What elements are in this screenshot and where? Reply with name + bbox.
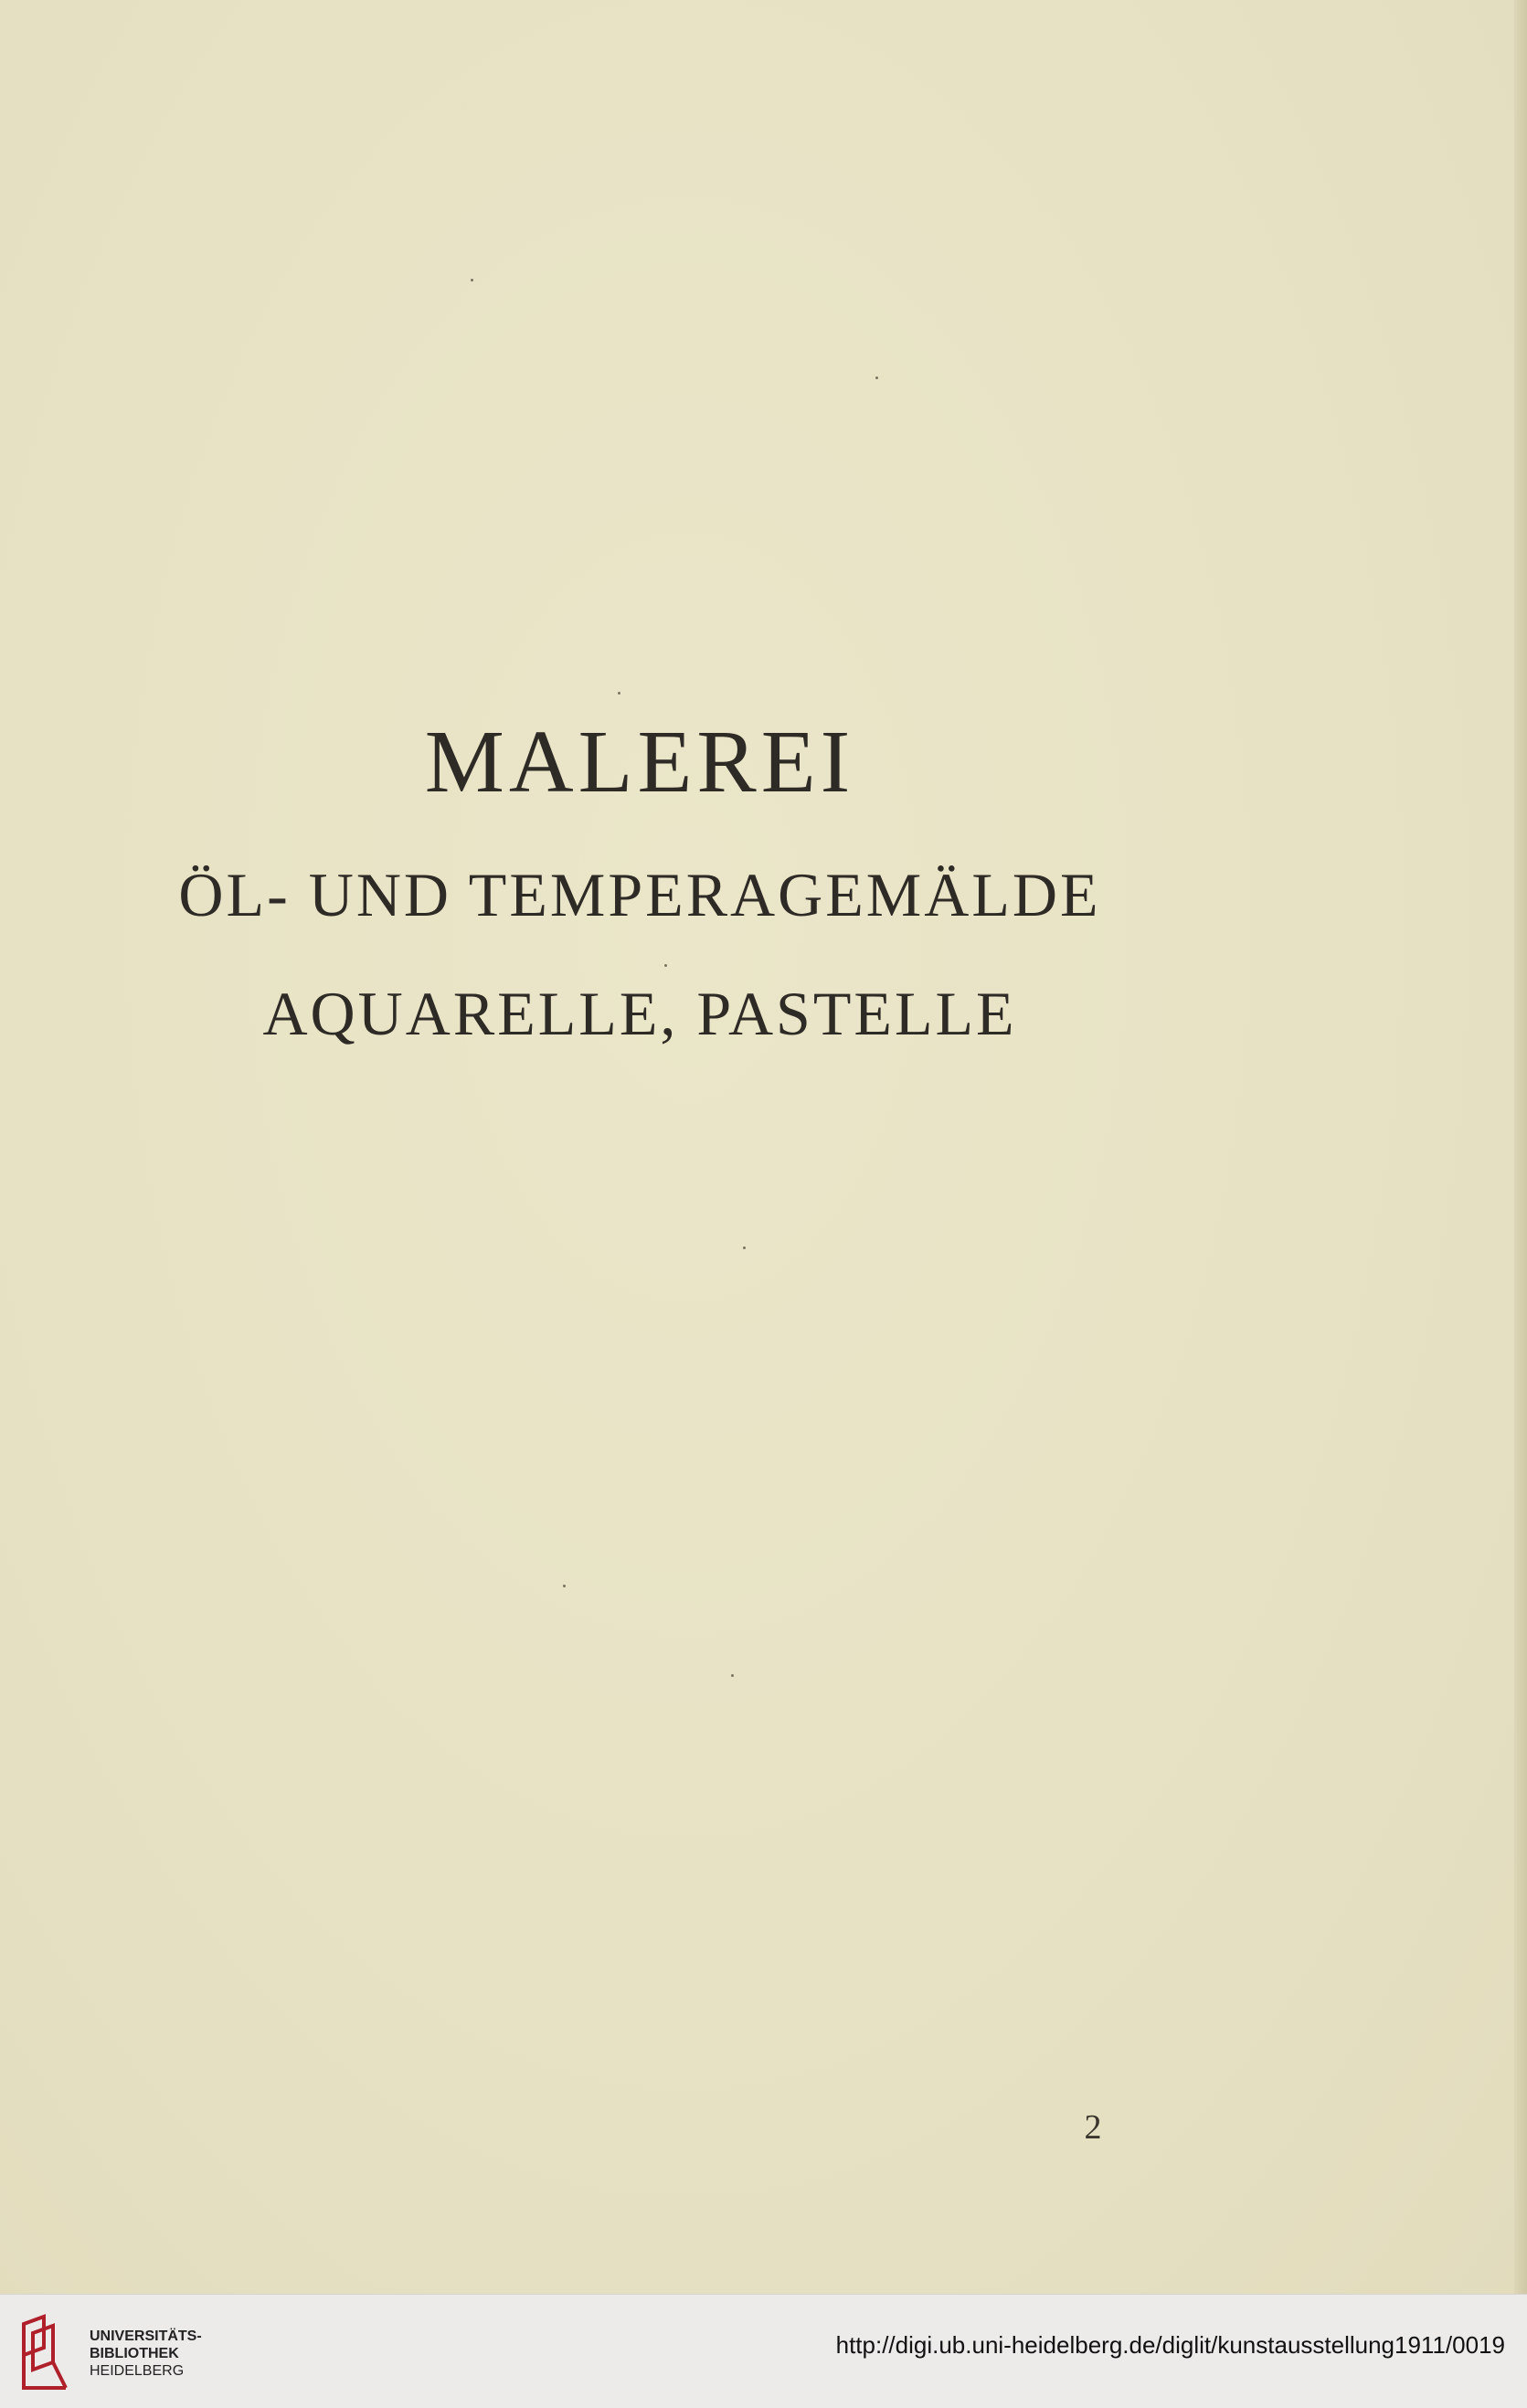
subtitle-line-2: AQUARELLE, PASTELLE: [262, 979, 1017, 1048]
paper-speck: [471, 279, 473, 281]
heidelberg-library-logo-icon: [16, 2311, 77, 2393]
library-footer: [0, 2294, 1527, 2408]
subtitle-line-1: ÖL- UND TEMPERAGEMÄLDE: [178, 860, 1101, 929]
paper-speck: [875, 377, 878, 379]
page-title: MALEREI: [424, 713, 855, 812]
paper-speck: [664, 964, 667, 967]
paper-speck: [731, 1674, 734, 1677]
page-edge: [1514, 0, 1527, 2294]
library-name-line-1: UNIVERSITÄTS-: [90, 2328, 202, 2344]
library-name: [90, 2328, 202, 2380]
library-name-line-2: BIBLIOTHEK: [90, 2346, 179, 2361]
paper-speck: [743, 1246, 746, 1249]
paper-speck: [563, 1585, 566, 1587]
paper-speck: [618, 692, 620, 695]
library-name-line-3: HEIDELBERG: [90, 2363, 185, 2379]
page-number: 2: [1084, 2108, 1102, 2147]
permalink-url[interactable]: http://digi.ub.uni-heidelberg.de/diglit/kunstausstellung1911/0019: [835, 2331, 1505, 2359]
